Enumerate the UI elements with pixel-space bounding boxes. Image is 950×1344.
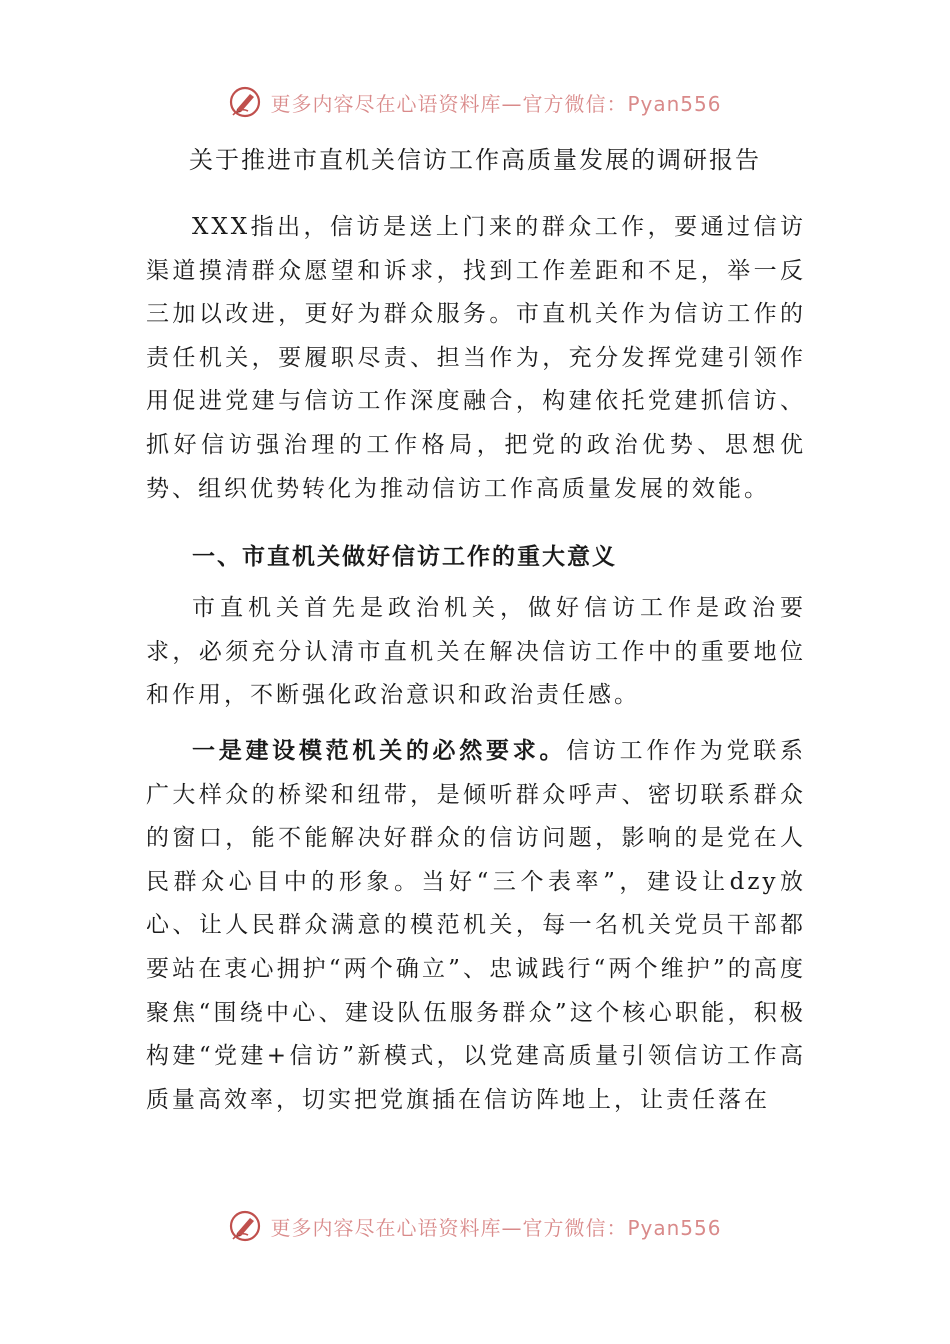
intro-paragraph: XXX指出，信访是送上门来的群众工作，要通过信访渠道摸清群众愿望和诉求，找到工作差距和不足，举一反三加以改进，更好为群众服务。市直机关作为信访工作的责任机关，要履职尽责、担当作为，充分发挥党建引领作用促进党建与信访工作深度融合，构建依托党建抓信访、抓好信访强治理的工作格局，把党的政治优势、思想优势、组织优势转化为推动信访工作高质量发展的效能。 (146, 214, 806, 502)
document-title: 关于推进市直机关信访工作高质量发展的调研报告 (189, 146, 761, 174)
watermark-text: 更多内容尽在心语资料库—官方微信：Pyan556 (270, 91, 722, 116)
pen-logo-icon (228, 1209, 262, 1243)
document-body (146, 206, 806, 1122)
section-heading: 一、市直机关做好信访工作的重大意义 (192, 544, 617, 571)
watermark-header (0, 82, 950, 122)
pen-logo-icon (228, 85, 262, 119)
point-lead: 一是建设模范机关的必然要求。 (192, 737, 567, 764)
section-paragraph: 市直机关首先是政治机关，做好信访工作是政治要求，必须充分认清市直机关在解决信访工作中的重要地位和作用，不断强化政治意识和政治责任感。 (146, 595, 806, 709)
point-paragraph (146, 730, 806, 1122)
point-body: 信访工作作为党联系广大样众的桥梁和纽带，是倾听群众呼声、密切联系群众的窗口，能不能解决好群众的信访问题，影响的是党在人民群众心目中的形象。当好“三个表率”，建设让dzy放心、让人民群众满意的模范机关，每一名机关党员干部都要站在衷心拥护“两个确立”、忠诚践行“两个维护”的高度聚焦“围绕中心、建设队伍服务群众”这个核心职能，积极构建“党建+信访”新模式，以党建高质量引领信访工作高质量高效率，切实把党旗插在信访阵地上，让责任落在 (146, 737, 807, 1113)
watermark-footer (0, 1206, 950, 1246)
watermark-text: 更多内容尽在心语资料库—官方微信：Pyan556 (270, 1215, 722, 1240)
